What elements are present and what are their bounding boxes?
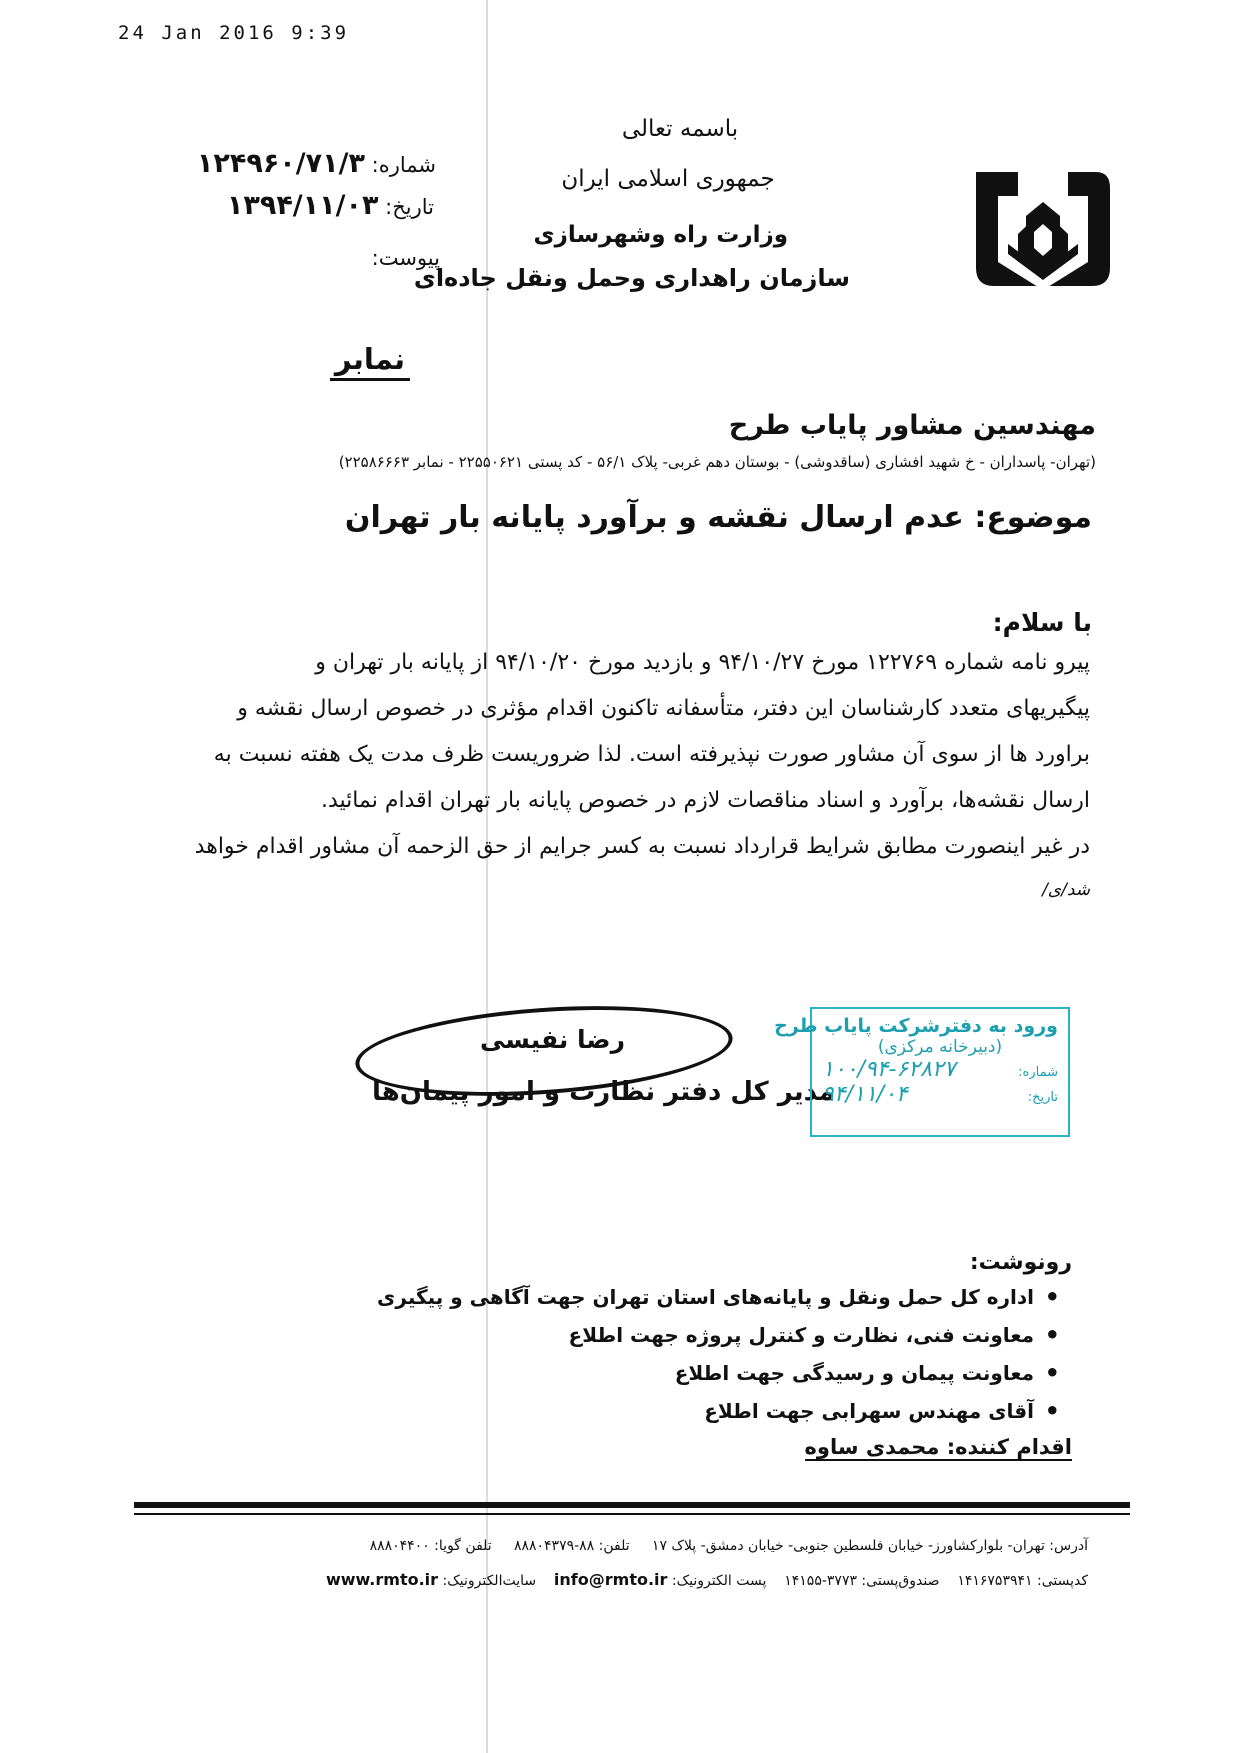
footer-rule <box>134 1513 1130 1515</box>
body-line: پیگیریهای متعدد کارشناسان این دفتر، متأسفانه تاکنون اقدام مؤثری در خصوص ارسال نقشه و <box>237 696 1090 721</box>
document-date <box>227 190 434 221</box>
cc-item: • معاونت پیمان و رسیدگی جهت اطلاع <box>377 1354 1034 1392</box>
body-line: پیرو نامه شماره ۱۲۲۷۶۹ مورخ ۹۴/۱۰/۲۷ و بازدید مورخ ۹۴/۱۰/۲۰ از پایانه بار تهران و <box>315 650 1090 675</box>
footer-website-label: سایت‌الکترونیک: <box>442 1573 537 1589</box>
footer-voice-phone: تلفن گویا: ۸۸۸۰۴۴۰۰ <box>369 1538 492 1554</box>
stamp-number-value: ۱۰۰/۹۴-۶۲۸۲۷ <box>822 1057 956 1082</box>
rmto-logo <box>968 158 1118 298</box>
footer-email-label: پست الکترونیک: <box>671 1573 767 1589</box>
stamp-date-value: ۹۴/۱۱/۰۴ <box>822 1082 908 1107</box>
document-date-value: ۱۳۹۴/۱۱/۰۳ <box>226 190 379 221</box>
footer-po-box: صندوق‌پستی: ۳۷۷۳-۱۴۱۵۵ <box>784 1573 940 1589</box>
addressee-address: (تهران- پاسداران - خ شهید افشاری (ساقدوشی) - بوستان دهم غربی- پلاک ۵۶/۱ - کد پستی ۲۲۵۵۰۶۲۱ - نمابر ۲۲۵۸۶۶۶۳) <box>338 453 1096 471</box>
footer-address: آدرس: تهران- بلوارکشاورز- خیابان فلسطین جنوبی- خیابان دمشق- پلاک ۱۷ <box>651 1538 1088 1554</box>
subject-line: موضوع: عدم ارسال نقشه و برآورد پایانه بار تهران <box>344 500 1092 535</box>
footer-phone: تلفن: ۸۸-۸۸۸۰۴۳۷۹ <box>513 1538 630 1554</box>
cc-item: • معاونت فنی، نظارت و کنترل پروژه جهت اطلاع <box>377 1316 1034 1354</box>
stamp-subtitle: (دبیرخانه مرکزی) <box>877 1037 1003 1057</box>
letter-body <box>194 640 1090 870</box>
salutation: با سلام: <box>992 608 1092 637</box>
document-date-label: تاریخ: <box>385 195 434 219</box>
cc-item: • آقای مهندس سهرابی جهت اطلاع <box>377 1392 1034 1430</box>
document-type: نمابر <box>330 342 410 381</box>
body-line: ارسال نقشه‌ها، برآورد و اسناد مناقصات لازم در خصوص پایانه بار تهران اقدام نمائید. <box>320 788 1090 813</box>
action-by: اقدام کننده: محمدی ساوه <box>804 1435 1072 1459</box>
header-organization: سازمان راهداری وحمل ونقل جاده‌ای <box>413 264 850 292</box>
signer-title: مدیر کل دفتر نظارت و امور پیمان‌ها <box>372 1077 835 1107</box>
signer-name: رضا نفیسی <box>480 1025 625 1054</box>
stamp-number-label: شماره: <box>1018 1065 1058 1080</box>
footer-website[interactable]: www.rmto.ir <box>325 1570 439 1589</box>
header-ministry: وزارت راه وشهرسازی <box>533 222 788 248</box>
footer-rule <box>134 1502 1130 1508</box>
cc-item: • اداره کل حمل ونقل و پایانه‌های استان تهران جهت آگاهی و پیگیری <box>377 1278 1034 1316</box>
stamp-date-row <box>822 1082 1058 1107</box>
addressee-name: مهندسین مشاور پایاب طرح <box>728 410 1096 441</box>
document-attachment-label: پیوست: <box>371 246 440 270</box>
cc-list <box>377 1278 1060 1430</box>
body-line: در غیر اینصورت مطابق شرایط قرارداد نسبت به کسر جرایم از حق الزحمه آن مشاور اقدام خواهد <box>194 834 1090 859</box>
footer-email[interactable]: info@rmto.ir <box>553 1570 668 1589</box>
document-number <box>197 148 436 179</box>
document-number-value: ۱۲۴۹۶۰/۷۱/۳ <box>196 148 365 179</box>
cc-label: رونوشت: <box>969 1250 1072 1275</box>
footer-postal-code: کدپستی: ۱۴۱۶۷۵۳۹۴۱ <box>957 1573 1088 1589</box>
document-number-label: شماره: <box>371 153 436 177</box>
paper-fold-line <box>486 0 488 1753</box>
header-country: جمهوری اسلامی ایران <box>561 166 775 192</box>
footer-address-row <box>370 1538 1088 1554</box>
header-invocation: باسمه تعالی <box>621 116 739 142</box>
stamp-title: ورود به دفترشرکت پایاب طرح <box>774 1015 1058 1037</box>
document-attachment <box>372 246 440 270</box>
registration-stamp <box>774 1007 1070 1137</box>
stamp-date-label: تاریخ: <box>1027 1090 1058 1105</box>
body-line: براورد ها از سوی آن مشاور صورت نپذیرفته است. لذا ضروریست ظرف مدت یک هفته نسبت به <box>213 742 1090 767</box>
body-tail-handwritten: شد/ی/ <box>1042 880 1090 900</box>
fax-timestamp: 24 Jan 2016 9:39 <box>118 22 350 44</box>
footer-contact-row <box>326 1570 1088 1589</box>
stamp-number-row <box>822 1057 1058 1082</box>
